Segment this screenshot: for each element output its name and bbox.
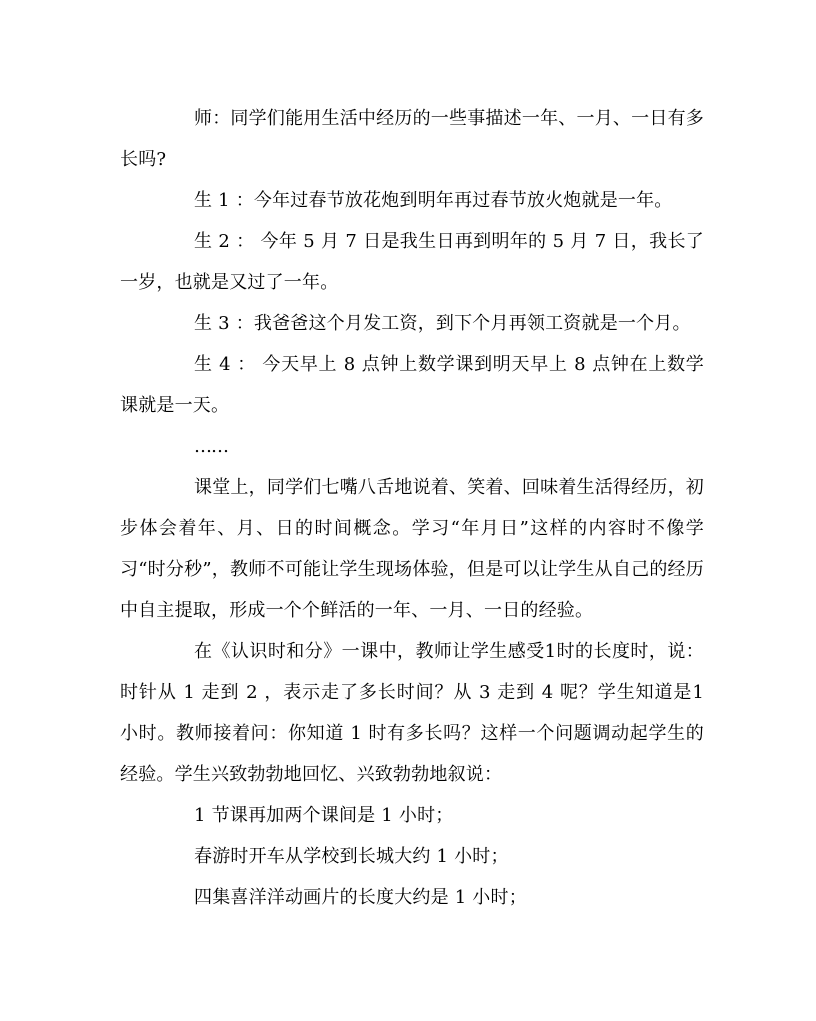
classroom-reflection-paragraph: 课堂上，同学们七嘴八舌地说着、笑着、回味着生活得经历，初步体会着年、月、日的时间概念。学习“年月日”这样的内容时不像学习“时分秒”，教师不可能让学生现场体验，但是可以让学生从自己的经历中自主提取，形成一个个鲜活的一年、一月、一日的经验。 xyxy=(120,477,704,621)
example-item-class-periods: 1 节课再加两个课间是 1 小时； xyxy=(194,805,454,826)
student-1-answer: 生 1 ：今年过春节放花炮到明年再过春节放火炮就是一年。 xyxy=(194,190,673,211)
example-item-spring-outing: 春游时开车从学校到长城大约 1 小时； xyxy=(194,846,509,867)
student-3-answer: 生 3 ：我爸爸这个月发工资，到下个月再领工资就是一个月。 xyxy=(194,313,691,334)
ellipsis-line: …… xyxy=(194,436,228,457)
hour-lesson-paragraph: 在《认识时和分》一课中，教师让学生感受1时的长度时，说：时针从 1 走到 2 ，表示走了多长时间？从 3 走到 4 呢？学生知道是1 小时。教师接着问：你知道 1 时有多长吗？这样一个问题调动起学生的经验。学生兴致勃勃地回忆、兴致勃勃地叙说： xyxy=(120,641,704,785)
student-2-answer: 生 2 ： 今年 5 月 7 日是我生日再到明年的 5 月 7 日，我长了一岁，也就是又过了一年。 xyxy=(120,231,704,293)
example-item-cartoon-episodes: 四集喜洋洋动画片的长度大约是 1 小时； xyxy=(194,887,527,908)
student-4-answer: 生 4 ： 今天早上 8 点钟上数学课到明天早上 8 点钟在上数学课就是一天。 xyxy=(120,354,704,416)
document-body xyxy=(120,98,704,918)
teacher-question-paragraph: 师：同学们能用生活中经历的一些事描述一年、一月、一日有多长吗? xyxy=(120,108,704,170)
